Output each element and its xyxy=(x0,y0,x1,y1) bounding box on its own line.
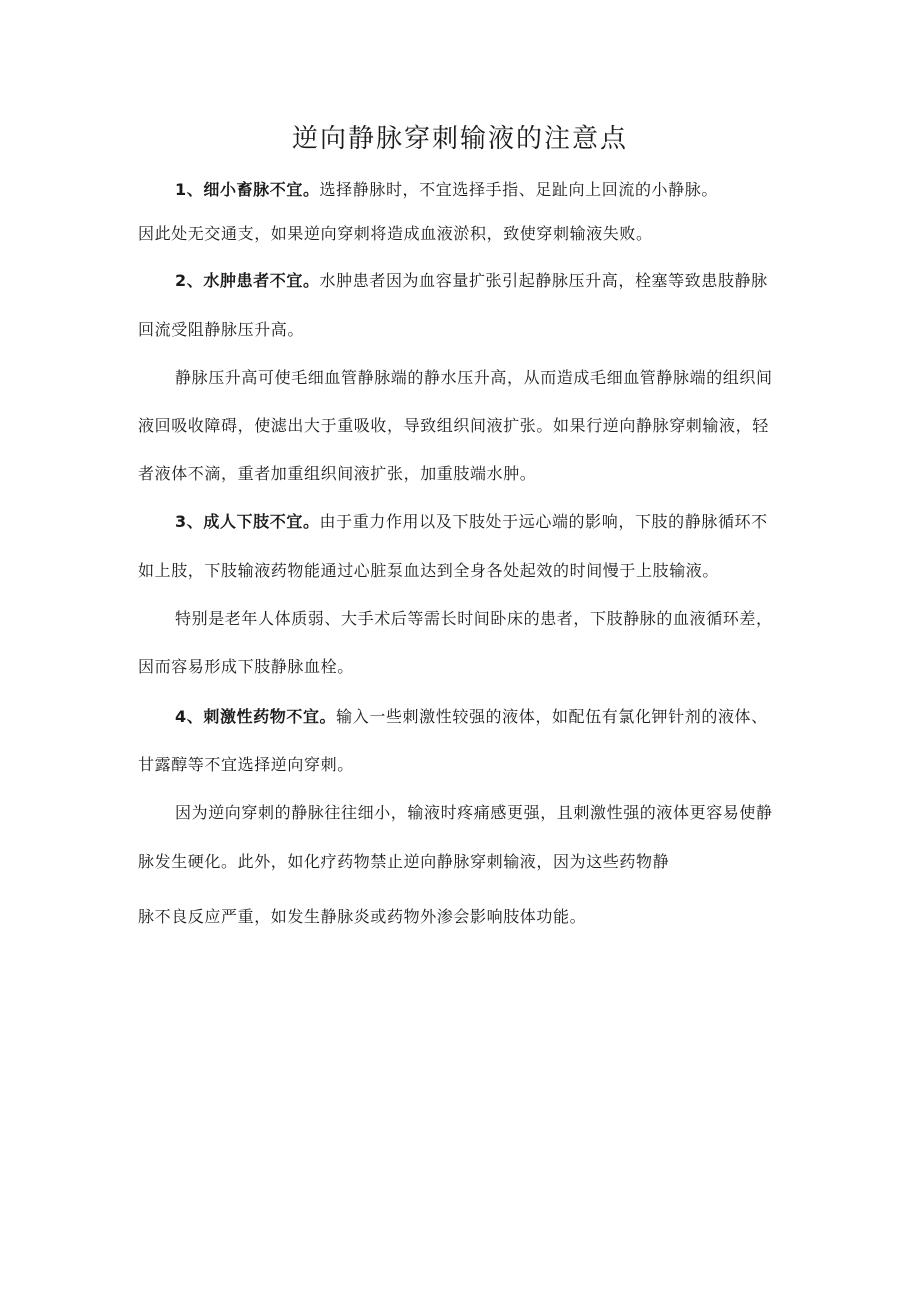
item-4-heading: 刺激性药物不宜。 xyxy=(203,707,337,726)
item-1-number: 1 xyxy=(175,180,187,199)
para-2b-line-2: 液回吸收障碍，使滤出大于重吸收，导致组织间液扩张。如果行逆向静脉穿刺输液，轻 xyxy=(138,416,769,435)
item-3-separator: 、 xyxy=(186,512,204,531)
item-3-number: 3 xyxy=(175,512,187,531)
item-4-separator: 、 xyxy=(186,707,204,726)
item-2-number: 2 xyxy=(175,271,187,290)
item-2-heading: 水肿患者不宜。 xyxy=(203,271,320,290)
item-1-text: 选择静脉时，不宜选择手指、足趾向上回流的小静脉。 xyxy=(319,180,718,199)
para-3b-line-2: 因而容易形成下肢静脉血栓。 xyxy=(138,657,354,676)
item-3-line-1 xyxy=(175,510,768,534)
item-2-separator: 、 xyxy=(186,271,204,290)
item-4-text: 输入一些刺激性较强的液体，如配伍有氯化钾针剂的液体、 xyxy=(336,707,768,726)
para-3b-line-1: 特别是老年人体质弱、大手术后等需长时间卧床的患者，下肢静脉的血液循环差， xyxy=(175,609,773,628)
item-4-line-2: 甘露醇等不宜选择逆向穿刺。 xyxy=(138,755,354,774)
item-1-heading: 细小畜脉不宜。 xyxy=(203,180,320,199)
item-3-text: 由于重力作用以及下肢处于远心端的影响，下肢的静脉循环不 xyxy=(319,512,768,531)
para-2b-line-1: 静脉压升高可使毛细血管静脉端的静水压升高，从而造成毛细血管静脉端的组织间 xyxy=(175,368,773,387)
para-4b-line-3: 脉不良反应严重，如发生静脉炎或药物外渗会影响肢体功能。 xyxy=(138,907,587,926)
item-1-separator: 、 xyxy=(186,180,204,199)
item-4-line-1 xyxy=(175,705,768,729)
item-3-heading: 成人下肢不宜。 xyxy=(203,512,320,531)
para-4b-line-1: 因为逆向穿刺的静脉往往细小，输液时疼痛感更强，且刺激性强的液体更容易使静 xyxy=(175,803,773,822)
item-3-line-2: 如上肢，下肢输液药物能通过心脏泵血达到全身各处起效的时间慢于上肢输液。 xyxy=(138,561,720,580)
para-4b-line-2: 脉发生硬化。此外，如化疗药物禁止逆向静脉穿刺输液，因为这些药物静 xyxy=(138,852,670,871)
item-2-line-1 xyxy=(175,269,768,293)
item-1-line-1 xyxy=(175,178,718,202)
document-title: 逆向静脉穿刺输液的注意点 xyxy=(291,124,628,154)
item-1-line-2: 因此处无交通支，如果逆向穿刺将造成血液淤积，致使穿刺输液失败。 xyxy=(138,224,653,243)
item-2-text: 水肿患者因为血容量扩张引起静脉压升高，栓塞等致患肢静脉 xyxy=(319,271,768,290)
para-2b-line-3: 者液体不滴，重者加重组织间液扩张，加重肢端水肿。 xyxy=(138,464,537,483)
item-2-line-2: 回流受阻静脉压升高。 xyxy=(138,320,305,339)
item-4-number: 4 xyxy=(175,707,187,726)
